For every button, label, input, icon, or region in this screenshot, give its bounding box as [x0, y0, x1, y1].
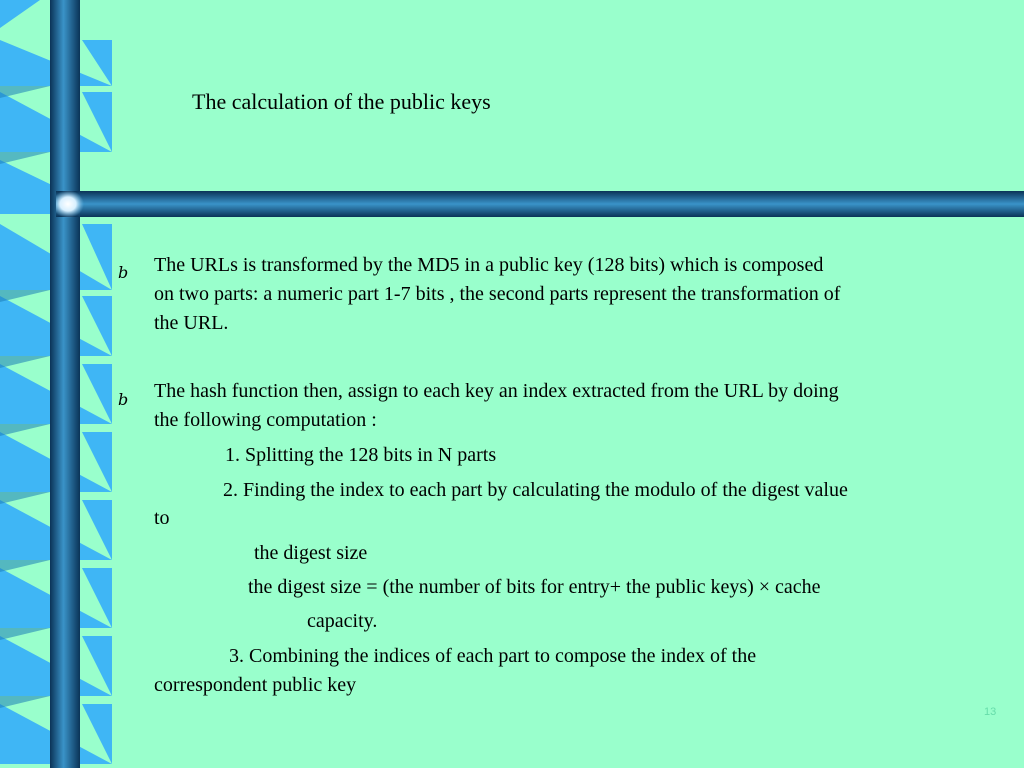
bullet-icon: b	[118, 390, 129, 409]
step-3-line-2: correspondent public key	[154, 674, 357, 696]
step-2-line-2: to	[154, 507, 170, 529]
bullet-2-line-1: The hash function then, assign to each key an index extracted from the URL by doing	[154, 380, 839, 402]
horizontal-divider-bar	[56, 189, 1024, 219]
bullet-2-line-2: the following computation :	[154, 409, 377, 431]
bullet-1-line-1: The URLs is transformed by the MD5 in a public key (128 bits) which is composed	[154, 254, 824, 276]
slide-number: 13	[984, 706, 997, 718]
bullet-1-line-2: on two parts: a numeric part 1-7 bits , the second parts represent the transformation of	[154, 283, 841, 305]
step-2-line-1: 2. Finding the index to each part by calculating the modulo of the digest value	[223, 479, 848, 501]
step-3-line-1: 3. Combining the indices of each part to compose the index of the	[229, 645, 757, 667]
bullet-1-line-3: the URL.	[154, 312, 229, 334]
step-1: 1. Splitting the 128 bits in N parts	[225, 444, 497, 466]
slide-title: The calculation of the public keys	[192, 89, 491, 114]
digest-size-label: the digest size	[254, 542, 368, 564]
left-decorative-strip	[0, 0, 112, 768]
digest-size-formula-cont: capacity.	[307, 610, 378, 632]
bullet-icon: b	[118, 263, 129, 282]
digest-size-formula: the digest size = (the number of bits for entry+ the public keys) × cache	[248, 576, 821, 598]
vertical-bar	[50, 0, 80, 768]
